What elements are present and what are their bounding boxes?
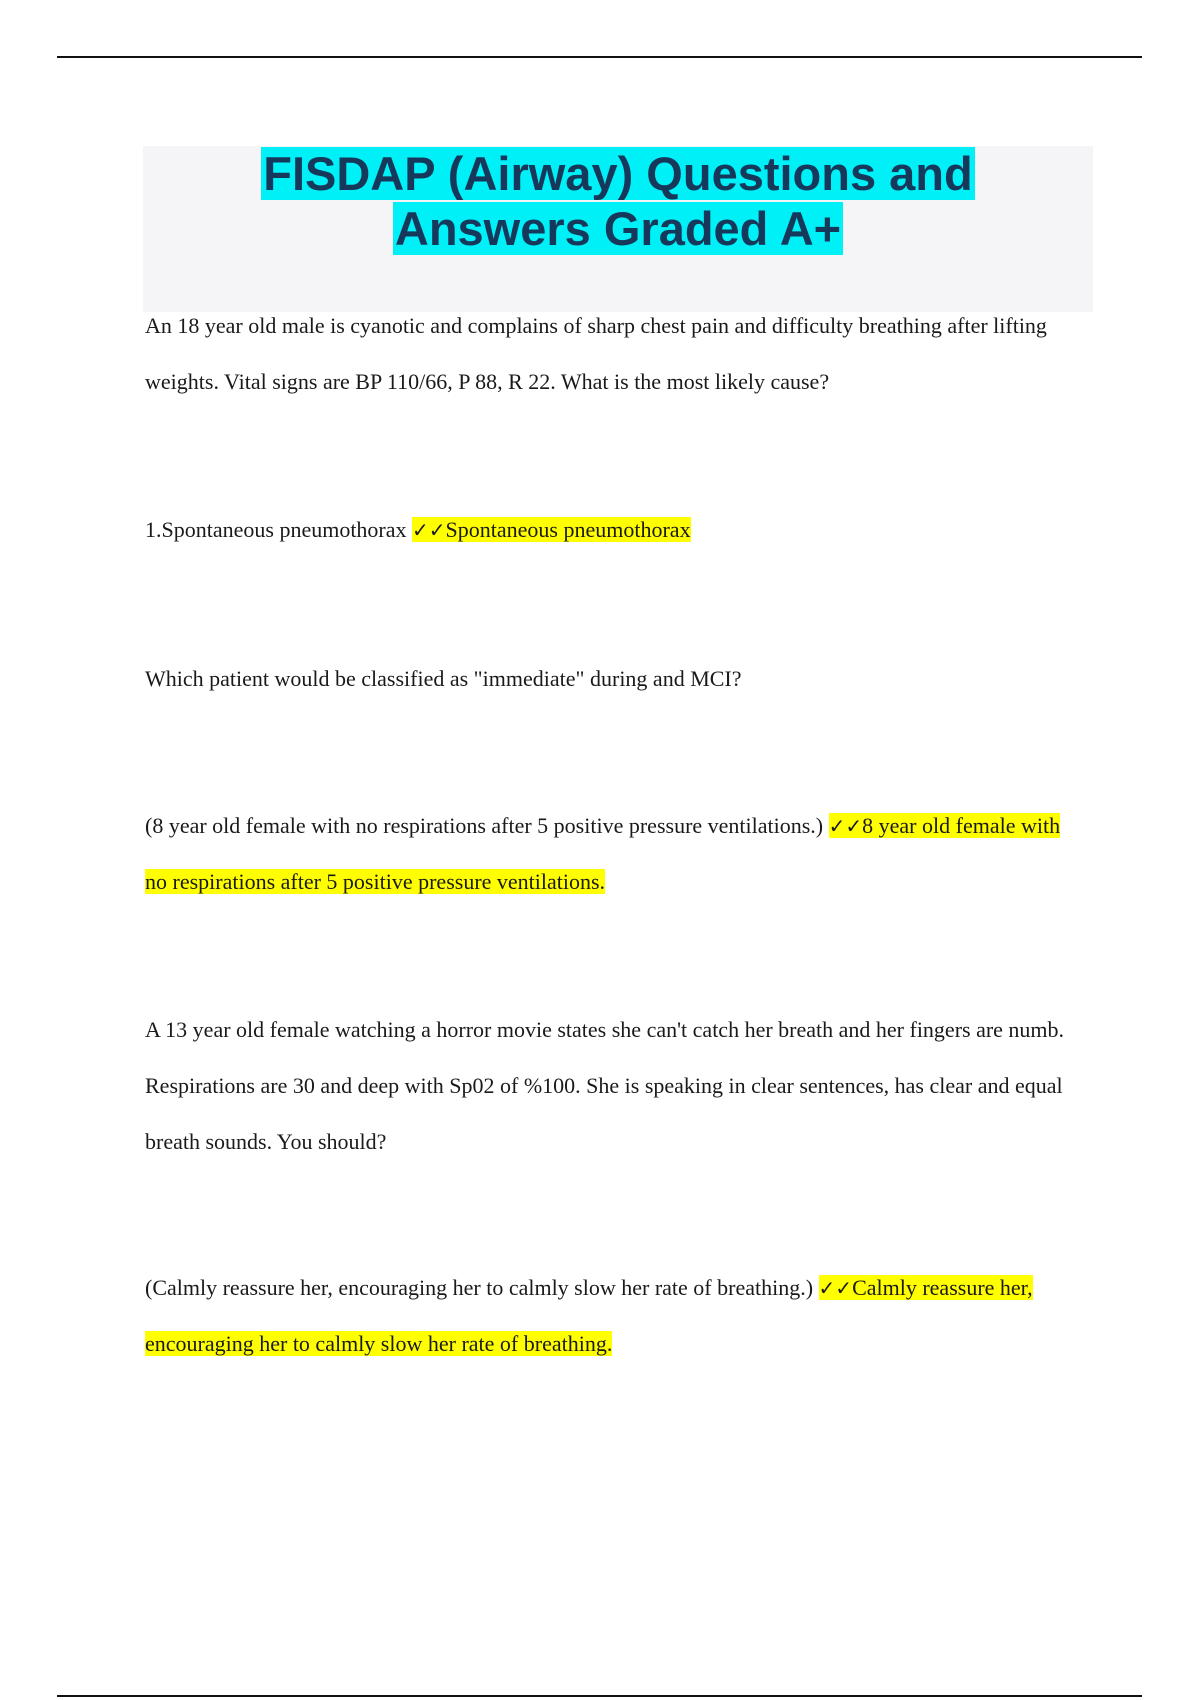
bottom-rule [57,1695,1142,1697]
page-title [143,146,1093,256]
answer-2-highlight-text: 8 year old female with no respirations after 5 positive pressure ventilations. [145,813,1061,894]
answer-1-text: 1.Spontaneous pneumothorax [145,517,413,542]
check-mark-icon: ✓✓ [412,518,446,542]
question-2: Which patient would be classified as "immediate" during and MCI? [145,666,742,691]
answer-3-highlight-text: Calmly reassure her, encouraging her to calmly slow her rate of breathing. [145,1275,1033,1356]
top-rule [57,56,1142,58]
title-line-1: FISDAP (Airway) Questions and [263,147,973,200]
answer-1-highlight-text: Spontaneous pneumothorax [445,517,691,542]
answer-3-text: (Calmly reassure her, encouraging her to calmly slow her rate of breathing.) [145,1275,819,1300]
question-1: An 18 year old male is cyanotic and complains of sharp chest pain and difficulty breathing after lifting weights. Vital signs are BP 110/66, P 88, R 22. What is the most likely cause? [145,313,1047,394]
check-mark-icon: ✓✓ [828,814,863,838]
answer-1 [145,502,1085,558]
check-mark-icon: ✓✓ [818,1276,853,1300]
answer-2 [145,798,1085,910]
title-line-2: Answers Graded A+ [394,202,842,255]
answer-1-highlight [412,517,691,542]
answer-3 [145,1260,1085,1372]
question-3: A 13 year old female watching a horror movie states she can't catch her breath and her fingers are numb. Respirations are 30 and deep with Sp02 of %100. She is speaking in clear sentences, has clear and equal breath sounds. You should? [145,1017,1065,1154]
title-block [143,146,1093,312]
answer-2-text: (8 year old female with no respirations after 5 positive pressure ventilations.) [145,813,829,838]
